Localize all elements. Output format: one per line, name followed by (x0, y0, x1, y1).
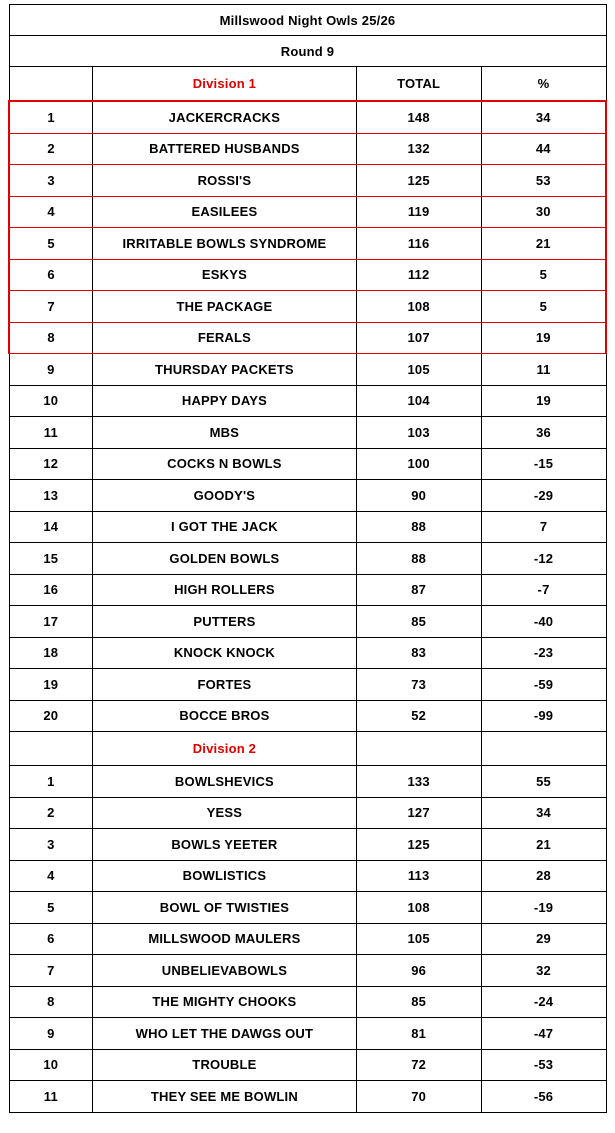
row-rank: 2 (9, 133, 93, 165)
table-row (9, 606, 606, 638)
row-team: HIGH ROLLERS (93, 574, 357, 606)
row-pct: -53 (481, 1049, 606, 1081)
row-total: 100 (356, 448, 481, 480)
row-team: FORTES (93, 669, 357, 701)
row-team: BATTERED HUSBANDS (93, 133, 357, 165)
table-row (9, 637, 606, 669)
row-total: 105 (356, 923, 481, 955)
round-row (9, 36, 606, 67)
row-total: 107 (356, 322, 481, 354)
row-total: 112 (356, 259, 481, 291)
row-team: I GOT THE JACK (93, 511, 357, 543)
row-team: THE MIGHTY CHOOKS (93, 986, 357, 1018)
row-rank: 4 (9, 196, 93, 228)
table-row (9, 829, 606, 861)
row-rank: 9 (9, 354, 93, 386)
row-pct: 30 (481, 196, 606, 228)
title-row (9, 5, 606, 36)
row-rank: 20 (9, 700, 93, 732)
table-row (9, 417, 606, 449)
row-team: BOWL OF TWISTIES (93, 892, 357, 924)
table-row (9, 165, 606, 197)
table-row (9, 669, 606, 701)
row-total: 133 (356, 766, 481, 798)
table-row (9, 228, 606, 260)
row-pct: 32 (481, 955, 606, 987)
row-rank: 2 (9, 797, 93, 829)
row-pct: -40 (481, 606, 606, 638)
page-title: Millswood Night Owls 25/26 (9, 5, 606, 36)
row-rank: 18 (9, 637, 93, 669)
row-pct: 28 (481, 860, 606, 892)
division-1-header-row (9, 67, 606, 102)
table-row (9, 923, 606, 955)
row-pct: -19 (481, 892, 606, 924)
row-rank: 7 (9, 955, 93, 987)
row-pct: 5 (481, 291, 606, 323)
row-pct: 44 (481, 133, 606, 165)
row-pct: 36 (481, 417, 606, 449)
row-pct: 29 (481, 923, 606, 955)
row-team: COCKS N BOWLS (93, 448, 357, 480)
division-label: Division 1 (93, 67, 357, 102)
row-total: 132 (356, 133, 481, 165)
table-row (9, 860, 606, 892)
row-pct: -99 (481, 700, 606, 732)
table-row (9, 543, 606, 575)
row-rank: 19 (9, 669, 93, 701)
row-team: MBS (93, 417, 357, 449)
ladder-table (8, 4, 607, 1113)
row-total: 108 (356, 291, 481, 323)
row-rank: 9 (9, 1018, 93, 1050)
row-pct: -12 (481, 543, 606, 575)
row-team: GOODY'S (93, 480, 357, 512)
row-pct: 53 (481, 165, 606, 197)
row-team: BOWLISTICS (93, 860, 357, 892)
row-team: UNBELIEVABOWLS (93, 955, 357, 987)
row-team: THE PACKAGE (93, 291, 357, 323)
row-pct: 34 (481, 101, 606, 133)
row-rank: 11 (9, 1081, 93, 1113)
table-row (9, 797, 606, 829)
row-rank: 1 (9, 766, 93, 798)
row-total: 108 (356, 892, 481, 924)
table-row (9, 385, 606, 417)
row-total: 125 (356, 829, 481, 861)
table-row (9, 700, 606, 732)
row-total: 119 (356, 196, 481, 228)
row-team: ESKYS (93, 259, 357, 291)
row-team: THEY SEE ME BOWLIN (93, 1081, 357, 1113)
row-rank: 6 (9, 259, 93, 291)
row-total: 88 (356, 511, 481, 543)
table-row (9, 766, 606, 798)
row-rank: 14 (9, 511, 93, 543)
row-team: YESS (93, 797, 357, 829)
row-total: 81 (356, 1018, 481, 1050)
row-rank: 4 (9, 860, 93, 892)
blank-cell (356, 732, 481, 766)
ladder-body (9, 5, 606, 1113)
row-pct: 19 (481, 322, 606, 354)
row-pct: 11 (481, 354, 606, 386)
column-header-pct: % (481, 67, 606, 102)
table-row (9, 1049, 606, 1081)
row-rank: 17 (9, 606, 93, 638)
blank-cell (481, 732, 606, 766)
table-row (9, 291, 606, 323)
row-total: 96 (356, 955, 481, 987)
table-row (9, 322, 606, 354)
row-team: ROSSI'S (93, 165, 357, 197)
row-rank: 10 (9, 385, 93, 417)
row-pct: 19 (481, 385, 606, 417)
row-total: 87 (356, 574, 481, 606)
row-team: WHO LET THE DAWGS OUT (93, 1018, 357, 1050)
table-row (9, 1081, 606, 1113)
row-rank: 3 (9, 165, 93, 197)
row-pct: -47 (481, 1018, 606, 1050)
row-total: 116 (356, 228, 481, 260)
row-rank: 5 (9, 228, 93, 260)
row-rank: 7 (9, 291, 93, 323)
table-row (9, 1018, 606, 1050)
row-team: MILLSWOOD MAULERS (93, 923, 357, 955)
table-row (9, 511, 606, 543)
row-pct: -15 (481, 448, 606, 480)
row-team: BOWLS YEETER (93, 829, 357, 861)
row-team: IRRITABLE BOWLS SYNDROME (93, 228, 357, 260)
row-pct: -23 (481, 637, 606, 669)
row-pct: 7 (481, 511, 606, 543)
round-title: Round 9 (9, 36, 606, 67)
row-total: 90 (356, 480, 481, 512)
row-pct: -56 (481, 1081, 606, 1113)
row-rank: 1 (9, 101, 93, 133)
row-rank: 8 (9, 986, 93, 1018)
row-total: 104 (356, 385, 481, 417)
row-team: BOCCE BROS (93, 700, 357, 732)
division-2-header-row (9, 732, 606, 766)
row-total: 148 (356, 101, 481, 133)
row-rank: 15 (9, 543, 93, 575)
row-team: THURSDAY PACKETS (93, 354, 357, 386)
row-pct: -59 (481, 669, 606, 701)
row-rank: 3 (9, 829, 93, 861)
table-row (9, 448, 606, 480)
row-rank: 6 (9, 923, 93, 955)
table-row (9, 480, 606, 512)
row-rank: 12 (9, 448, 93, 480)
row-total: 103 (356, 417, 481, 449)
table-row (9, 955, 606, 987)
row-pct: 21 (481, 829, 606, 861)
row-rank: 8 (9, 322, 93, 354)
row-rank: 11 (9, 417, 93, 449)
row-pct: 55 (481, 766, 606, 798)
table-row (9, 133, 606, 165)
row-rank: 13 (9, 480, 93, 512)
row-pct: 34 (481, 797, 606, 829)
table-row (9, 259, 606, 291)
row-total: 70 (356, 1081, 481, 1113)
table-row (9, 892, 606, 924)
row-total: 85 (356, 606, 481, 638)
row-team: EASILEES (93, 196, 357, 228)
row-total: 88 (356, 543, 481, 575)
row-team: PUTTERS (93, 606, 357, 638)
row-pct: -7 (481, 574, 606, 606)
row-rank: 5 (9, 892, 93, 924)
row-pct: -29 (481, 480, 606, 512)
row-team: KNOCK KNOCK (93, 637, 357, 669)
table-row (9, 101, 606, 133)
row-total: 127 (356, 797, 481, 829)
table-row (9, 986, 606, 1018)
blank-cell (9, 732, 93, 766)
row-total: 105 (356, 354, 481, 386)
blank-cell (9, 67, 93, 102)
row-total: 85 (356, 986, 481, 1018)
row-pct: 5 (481, 259, 606, 291)
row-total: 125 (356, 165, 481, 197)
row-total: 72 (356, 1049, 481, 1081)
row-total: 52 (356, 700, 481, 732)
table-row (9, 196, 606, 228)
row-rank: 16 (9, 574, 93, 606)
table-row (9, 354, 606, 386)
row-team: FERALS (93, 322, 357, 354)
row-total: 83 (356, 637, 481, 669)
table-row (9, 574, 606, 606)
column-header-total: TOTAL (356, 67, 481, 102)
row-team: BOWLSHEVICS (93, 766, 357, 798)
row-team: GOLDEN BOWLS (93, 543, 357, 575)
row-pct: -24 (481, 986, 606, 1018)
row-team: JACKERCRACKS (93, 101, 357, 133)
row-rank: 10 (9, 1049, 93, 1081)
row-team: TROUBLE (93, 1049, 357, 1081)
row-team: HAPPY DAYS (93, 385, 357, 417)
division-label: Division 2 (93, 732, 357, 766)
row-pct: 21 (481, 228, 606, 260)
row-total: 113 (356, 860, 481, 892)
row-total: 73 (356, 669, 481, 701)
